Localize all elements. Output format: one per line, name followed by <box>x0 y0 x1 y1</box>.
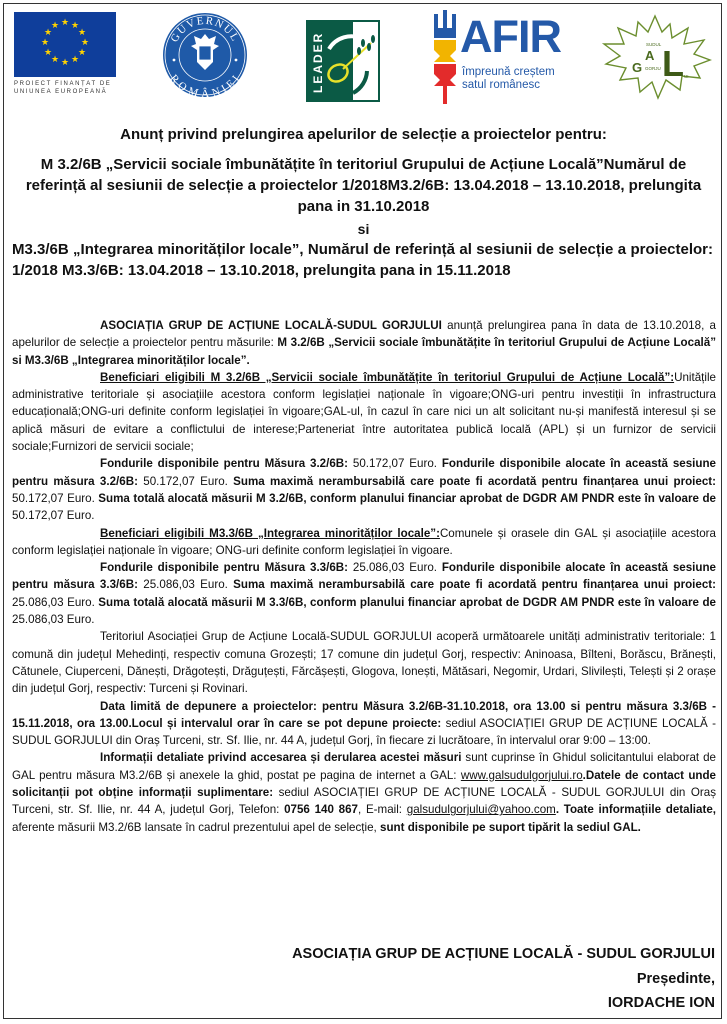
svg-text:★: ★ <box>60 58 70 68</box>
funds-3-2-label-4: Suma totală alocată măsurii M 3.2/6B, conform planului financiar aprobat de DGDR AM PNDR este în valoare de <box>98 491 716 505</box>
afir-logo <box>430 8 580 106</box>
gal-logo <box>596 14 714 100</box>
gal-letter-a: A <box>645 48 655 63</box>
logo-banner <box>0 0 727 110</box>
funds-3-3-value-3: 25.086,03 Euro. <box>12 595 99 609</box>
website-link[interactable]: www.galsudulgorjului.ro <box>460 768 583 782</box>
info-paragraph <box>12 749 716 835</box>
gal-letter-l: L <box>662 43 684 84</box>
beneficiaries-3-3-heading: Beneficiari eligibili M3.3/6B „Integrarea minorităților locale”: <box>100 526 440 540</box>
deadline-paragraph <box>12 698 716 750</box>
funds-3-3-value-4: 25.086,03 Euro. <box>12 613 95 627</box>
funds-3-3-label-3: Suma maximă nerambursabilă care poate fi acordată pentru finanțarea unui proiect: <box>233 578 716 592</box>
intro-measures: M 3.2/6B „Servicii sociale îmbunătățite în teritoriul Grupului de Acțiune Locală” si M3.3/6B „Integrarea minorităților locale”. <box>12 336 716 367</box>
eu-flag-logo <box>14 12 116 77</box>
signature-name: IORDACHE ION <box>607 995 715 1011</box>
funds-3-2-label-1: Fondurile disponibile pentru Măsura 3.2/6B: <box>100 457 349 471</box>
info-heading: Informații detaliate privind accesarea și derularea acestei măsuri <box>100 751 462 765</box>
svg-text:★: ★ <box>43 28 53 38</box>
signature-block <box>292 942 715 1016</box>
eu-caption-line2: UNIUNEA EUROPEANĂ <box>14 89 108 95</box>
details-text: aferente măsurii M3.2/6B lansate în cadrul prezentului apel de selecție, <box>12 820 380 834</box>
info-text-1: sunt cuprinse în Ghidul solicitantului elaborat de GAL pentru măsura M3.2/6B și anexele la ghid, postat pe pagina de internet a GAL: <box>12 751 716 782</box>
measure-3-3-heading: M3.3/6B „Integrarea minorităților locale”, Numărul de referință al sesiunii de selecție a proiectelor: 1/2018 M3.3/6B: 13.04.2018 – 13.10.2018, prelungita pana in 15.11.2018 <box>12 241 713 279</box>
funds-3-3-value-1: 25.086,03 Euro. <box>348 561 442 575</box>
gal-letter-g: G <box>632 60 643 75</box>
svg-text:★: ★ <box>77 28 87 38</box>
details-heading: . Toate informațiile detaliate, <box>555 803 716 817</box>
funds-3-2-paragraph <box>12 455 716 524</box>
gal-small-gorju: GORJU <box>645 66 661 71</box>
funds-3-2-value-2: 50.172,07 Euro. <box>137 474 234 488</box>
intro-paragraph <box>12 317 716 369</box>
beneficiaries-3-2-paragraph <box>12 369 716 455</box>
funds-3-2-value-4: 50.172,07 Euro. <box>12 509 95 523</box>
beneficiaries-3-3-text: Comunele și orasele din GAL și asociațiile acestora conform legislației naționale în vigoare; ONG-uri definite conform legislației în vigoare. <box>12 526 716 557</box>
eu-stars-icon <box>14 12 116 77</box>
announcement-body <box>12 317 716 836</box>
announcement-header <box>0 126 727 281</box>
government-seal-logo <box>162 12 248 98</box>
email-link[interactable]: galsudulgorjului@yahoo.com <box>406 803 556 817</box>
svg-text:★: ★ <box>80 38 90 48</box>
funds-3-3-label-4: Suma totală alocată măsurii M 3.3/6B, conform planului financiar aprobat de DGDR AM PNDR este în valoare de <box>98 595 716 609</box>
measure-3-2-heading: M 3.2/6B „Servicii sociale îmbunătățite în teritoriul Grupului de Acțiune Locală”Numărul de referință al sesiunii de selecție a proiectelor 1/2018M3.2/6B: 13.04.2018 – 13.10.2018, prelungita pana in 31.10.2018 <box>25 156 702 215</box>
funds-3-2-value-3: 50.172,07 Euro. <box>12 491 99 505</box>
afir-emblem-icon <box>430 8 460 106</box>
deadline-text: Data limită de depunere a proiectelor: pentru Măsura 3.2/6B-31.10.2018, ora 13.00 si pentru măsura 3.3/6B - 15.11.2018, ora 13.00.Locul și intervalul orar în care se pot depune proiecte: <box>12 699 716 730</box>
signature-org: ASOCIAȚIA GRUP DE ACȚIUNE LOCALĂ - SUDUL GORJULUI <box>292 946 715 962</box>
svg-text:★: ★ <box>43 48 53 58</box>
funds-3-3-label-1: Fondurile disponibile pentru Măsura 3.3/6B: <box>100 561 349 575</box>
availability-text: sunt disponibile pe suport tipărit la sediul GAL. <box>380 820 641 834</box>
afir-slogan-line2: satul românesc <box>462 79 540 91</box>
beneficiaries-3-2-heading: Beneficiari eligibili M 3.2/6B „Servicii sociale îmbunătățite în teritoriul Grupului de Acțiune Locală”: <box>100 370 675 384</box>
signature-role: Președinte, <box>636 970 715 987</box>
funds-3-2-label-2: Fondurile disponibile alocate în această sesiune pentru măsura 3.2/6B: <box>12 457 716 488</box>
email-label: , E-mail: <box>358 803 407 817</box>
phone-number: 0756 140 867 <box>284 803 359 817</box>
svg-text:★: ★ <box>50 21 60 31</box>
afir-title: AFIR <box>460 11 561 62</box>
contact-heading: .Datele de contact unde solicitanții pot obține informații suplimentare: <box>12 768 717 800</box>
svg-text:★: ★ <box>70 55 80 65</box>
svg-text:★: ★ <box>77 48 87 58</box>
svg-text:★: ★ <box>40 38 50 48</box>
conjunction-si: si <box>357 221 370 237</box>
intro-text: anunță prelungirea pana în data de 13.10.2018, a apelurilor de selecție a proiectelor pentru măsurile: <box>12 319 717 350</box>
gal-small-sudul: SUDUL <box>646 42 662 47</box>
beneficiaries-3-2-text: Unitățile administrative teritoriale și asociațiile acestora conform legislației naționale în vigoare;ONG-uri pentru investiții în infrastructura educațională;ONG-uri definite conform legislației în vigoare;GAL-ul, în cazul în care nici un alt solicitant nu-și manifestă interesul și se aplică măsuri de evitare a conflictului de interese;Parteneriat între autoritatea publică locală (APL) și un furnizor de servicii sociale;Furnizori de servicii sociale; <box>12 370 716 454</box>
funds-3-2-label-3: Suma maximă nerambursabilă care poate fi acordată pentru finanțarea unui proiect: <box>233 474 716 488</box>
eu-caption <box>14 80 124 96</box>
announcement-title: Anunț privind prelungirea apelurilor de selecție a proiectelor pentru: <box>120 126 607 143</box>
funds-3-3-value-2: 25.086,03 Euro. <box>137 578 234 592</box>
svg-text:★: ★ <box>60 18 70 28</box>
afir-slogan-line1: împreună creștem <box>462 66 555 78</box>
funds-3-2-value-1: 50.172,07 Euro. <box>348 457 442 471</box>
gov-text-top: GUVERNUL <box>168 14 242 45</box>
org-name: ASOCIAȚIA GRUP DE ACȚIUNE LOCALĂ-SUDUL GORJULUI <box>100 319 442 332</box>
svg-text:★: ★ <box>70 21 80 31</box>
eu-caption-line1: PROIECT FINANȚAT DE <box>14 81 112 87</box>
maple-leaf-icon <box>604 16 710 98</box>
contact-address: sediul ASOCIAȚIEI GRUP DE ACȚIUNE LOCALĂ - SUDUL GORJULUI din Oraș Turceni, str. Sf. Ilie, nr. 44 A, județul Gorj, Telefon: <box>12 786 716 817</box>
funds-3-3-paragraph <box>12 559 716 628</box>
gal-small-ui: UI <box>684 74 689 79</box>
territory-paragraph: Teritoriul Asociației Grup de Acțiune Locală-SUDUL GORJULUI acoperă următoarele unități administrativ teritoriale: 1 comună din județul Mehedinți, respectiv comuna Grozești; 17 comune din județul Gorj, respectiv: Aninoasa, Bîlteni, Borăscu, Brănești, Cătunele, Ciuperceni, Dănești, Drăgotești, Drăguțești, Fărcășești, Glogova, Ionești, Mătăsari, Negomir, Urdari, Slivilești, Telești și 2 orașe din județul Gorj, respectiv: Turceni și Rovinari. <box>12 630 716 696</box>
leader-text: LEADER <box>311 31 325 93</box>
submission-location: sediul ASOCIAȚIEI GRUP DE ACȚIUNE LOCALĂ - SUDUL GORJULUI din Oraș Turceni, str. Sf. Ilie, nr. 44 A, județul Gorj, în fiecare zi lucrătoare, în intervalul orar 9:00 – 13:00. <box>12 716 716 748</box>
beneficiaries-3-3-paragraph <box>12 525 716 560</box>
svg-text:★: ★ <box>50 55 60 65</box>
afir-slogan <box>462 66 555 92</box>
leader-logo <box>293 11 383 106</box>
funds-3-3-label-2: Fondurile disponibile alocate în această sesiune pentru măsura 3.3/6B: <box>12 561 716 592</box>
gov-text-bottom: ROMÂNIEI <box>167 72 243 98</box>
